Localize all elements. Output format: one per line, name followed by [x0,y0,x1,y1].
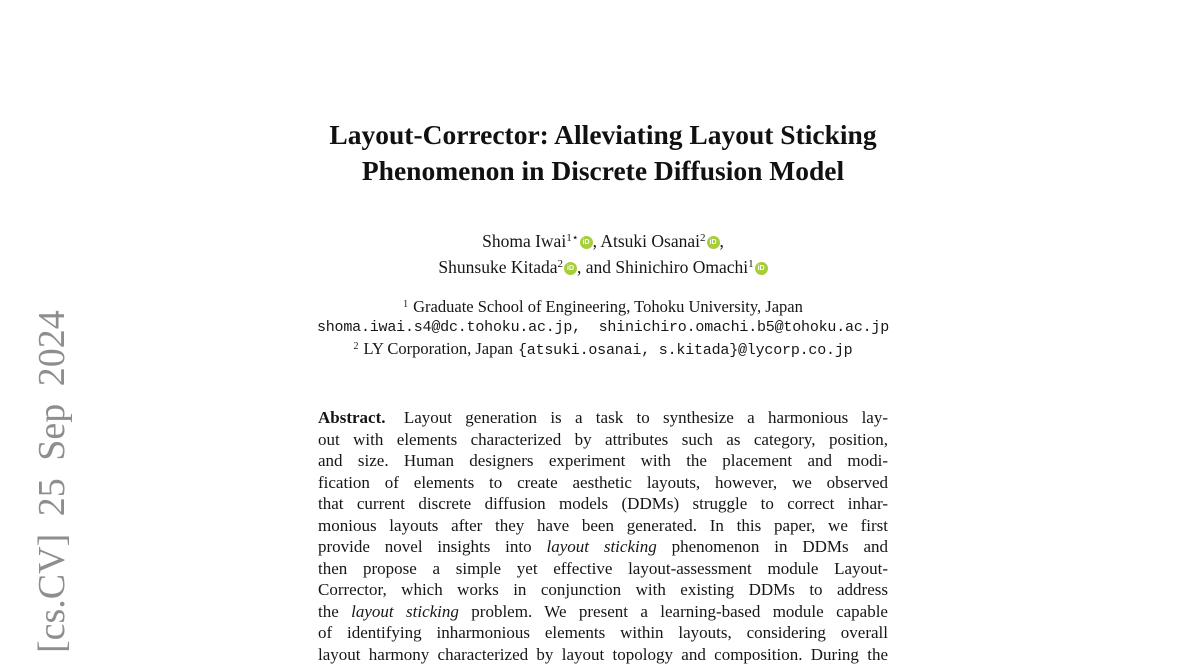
orcid-icon: iD [564,262,577,275]
abstract-italic-text: layout sticking [351,602,459,621]
abstract-line [318,493,888,515]
abstract-line [318,601,888,623]
paper-title [288,117,918,188]
abstract-text: Corrector, which works in conjunction with existing DDMs to address [318,580,888,599]
abstract-line [318,450,888,472]
paper-content [288,0,918,648]
author-sup-3: 2 [558,258,564,270]
title-line-1: Layout-Corrector: Alleviating Layout Sticking [288,117,918,153]
affiliation-1-text: Graduate School of Engineering, Tohoku University, Japan [413,297,803,316]
abstract-text: problem. We present a learning-based module capable [459,602,888,621]
abstract-italic-text: layout sticking [546,537,656,556]
authors-line-1 [288,228,918,254]
author-name-1: Shoma Iwai [482,231,566,251]
abstract-heading: Abstract. [318,408,391,427]
authors-block [288,228,918,280]
affiliation-emails: shoma.iwai.s4@dc.tohoku.ac.jp, shinichiro.omachi.b5@tohoku.ac.jp [288,317,918,338]
author-separator: , [593,231,601,251]
author-separator: , [720,231,724,251]
author-name-2: Atsuki Osanai [600,231,700,251]
affiliations-block [288,296,918,361]
abstract-text: out with elements characterized by attributes such as category, position, [318,430,888,449]
abstract-line [318,579,888,601]
abstract-text: fication of elements to create aesthetic layouts, however, we observed [318,473,888,492]
affiliation-2-emails: {atsuki.osanai, s.kitada}@lycorp.co.jp [518,342,852,359]
affiliation-1-sup: 1 [403,299,408,310]
abstract-line [318,515,888,537]
authors-line-2 [288,254,918,280]
abstract-text: of identifying inharmonious elements within layouts, considering overall [318,623,888,642]
author-sup-2: 2 [700,232,706,244]
affiliation-2-text: LY Corporation, Japan [364,339,513,358]
abstract-text: provide novel insights into [318,537,546,556]
abstract-line [318,407,888,429]
author-separator: , and [577,257,615,277]
orcid-icon: iD [755,262,768,275]
affiliation-1 [288,296,918,317]
abstract-paragraph [318,407,888,665]
abstract-text: layout harmony characterized by layout topology and composition. During the [318,645,888,664]
title-line-2: Phenomenon in Discrete Diffusion Model [288,153,918,189]
abstract-text: then propose a simple yet effective layout-assessment module Layout- [318,559,888,578]
abstract-text: Layout generation is a task to synthesize a harmonious lay- [391,408,888,427]
orcid-icon: iD [580,236,593,249]
orcid-icon: iD [707,236,720,249]
abstract-text: phenomenon in DDMs and [657,537,888,556]
abstract-line [318,536,888,558]
author-name-3: Shunsuke Kitada [438,257,557,277]
author-sup-4: 1 [748,258,754,270]
abstract-line [318,558,888,580]
abstract-text: that current discrete diffusion models (DDMs) struggle to correct inhar- [318,494,888,513]
author-sup-1: 1⋆ [566,232,578,244]
abstract-text: and size. Human designers experiment with the placement and modi- [318,451,888,470]
affiliation-2-sup: 2 [354,341,359,352]
abstract-line [318,644,888,665]
arxiv-stamp: [cs.CV] 25 Sep 2024 [30,310,74,653]
affiliation-2 [288,338,918,361]
author-name-4: Shinichiro Omachi [615,257,748,277]
abstract-text: monious layouts after they have been generated. In this paper, we first [318,516,888,535]
abstract-line [318,472,888,494]
abstract-line [318,622,888,644]
abstract-text: the [318,602,351,621]
abstract-line [318,429,888,451]
